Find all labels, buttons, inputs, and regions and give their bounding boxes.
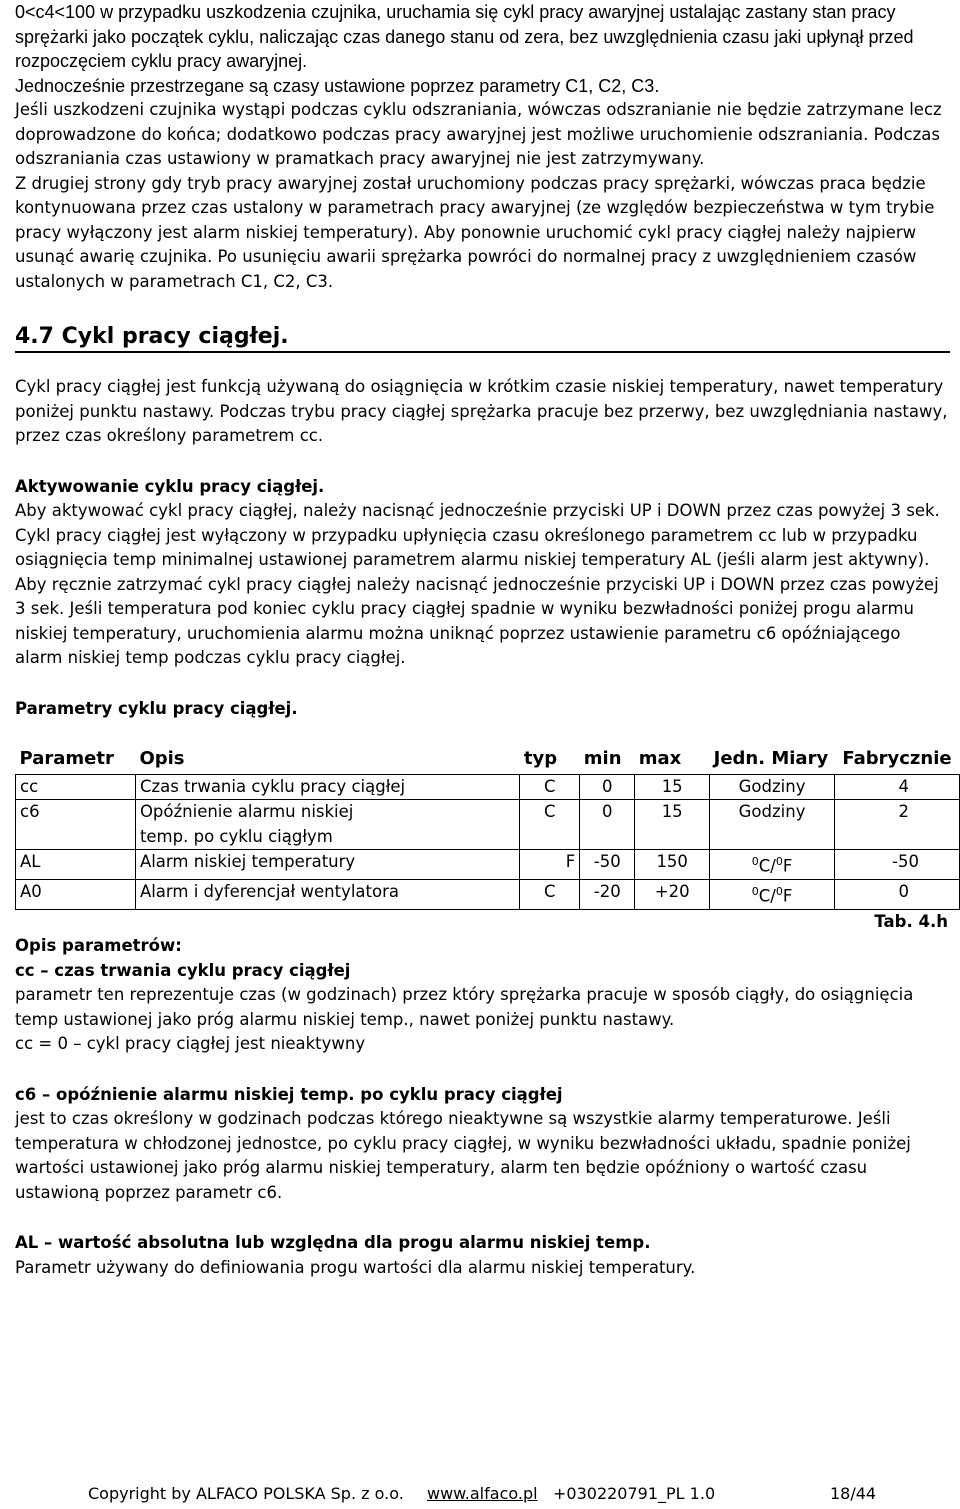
footer-website-link[interactable]: www.alfaco.pl [427,1484,538,1503]
unit-degree-sup: 0 [775,855,783,868]
descriptions-heading: Opis parametrów: [15,936,182,955]
table-row [16,800,960,850]
cell-min: 0 [580,800,635,850]
c6-title: c6 – opóźnienie alarmu niskiej temp. po cyklu pracy ciągłej [15,1084,563,1104]
cc-title: cc – czas trwania cyklu pracy ciągłej [15,960,351,980]
cell-max: 150 [635,850,710,880]
table-row [16,880,960,910]
cell-param: c6 [16,800,136,850]
intro-paragraph-4: Z drugiej strony gdy tryb pracy awaryjnej został uruchomiony podczas pracy sprężarki, wówczas praca będzie kontynuowana przez czas ustalony w parametrach pracy awaryjnej (ze względów bezpieczeństwa w tym trybie pracy wyłączony jest alarm niskiej temperatury). Aby ponownie uruchomić cykl pracy ciągłej należy najpierw usunąć awarię czujnika. Po usunięciu awarii sprężarka powróci do normalnej pracy z uwzględnieniem czasów ustalonych w parametrach C1, C2, C3. [15,173,935,291]
unit-degree-sup: 0 [751,885,759,898]
cell-max: 15 [635,800,710,850]
cell-max: 15 [635,774,710,800]
footer-copyright: Copyright by ALFACO POLSKA Sp. z o.o. [88,1484,404,1503]
document-page [15,0,950,1280]
intro-paragraph-1: 0<c4<100 w przypadku uszkodzenia czujnika, uruchamia się cykl pracy awaryjnej ustalając zastany stan pracy sprężarki jako początek cyklu, naliczając czas danego stanu od zera, bez uwzględnienia czasu jaki upłynął przed rozpoczęciem cyklu pracy awaryjnej. [15,2,914,71]
table-row [16,850,960,880]
table-caption: Tab. 4.h [874,912,948,931]
header-min: min [583,748,622,769]
activation-paragraph-1: Aby aktywować cykl pracy ciągłej, należy nacisnąć jednocześnie przyciski UP i DOWN przez czas powyżej 3 sek. Cykl pracy ciągłej jest wyłączony w przypadku upłynięcia czasu określonego parametrem cc lub w przypadku osiągnięcia temp minimalnej ustawionej parametrem alarmu niskiej temperatury AL (jeśli alarm jest aktywny). [15,501,940,569]
header-desc: Opis [139,748,185,769]
c6-text: jest to czas określony w godzinach podczas którego nieaktywne są wszystkie alarmy temperaturowe. Jeśli temperatura w chłodzonej jednostce, po cyklu pracy ciągłej, w wyniku bezwładności układu, spadnie poniżej wartości ustawionej jako próg alarmu niskiej temperatury, alarm ten będzie opóźniony o wartość czasu ustawioną poprzez parametr c6. [15,1109,911,1202]
cell-unit [710,850,835,880]
cell-min: -20 [580,880,635,910]
cc-text: parametr ten reprezentuje czas (w godzinach) przez który sprężarka pracuje w sposób ciągły, do osiągnięcia temp ustawionej jako próg alarmu niskiej temp., nawet poniżej punktu nastawy. [15,985,914,1029]
unit-celsius: C/ [758,856,776,876]
al-title: AL – wartość absolutna lub względna dla progu alarmu niskiej temp. [15,1233,651,1252]
footer-doc-code: +030220791_PL 1.0 [553,1484,716,1503]
cell-default: 2 [834,800,959,850]
table-row [16,774,960,800]
section-description: Cykl pracy ciągłej jest funkcją używaną do osiągnięcia w krótkim czasie niskiej temperatury, nawet temperatury poniżej punktu nastawy. Podczas trybu pracy ciągłej sprężarka pracuje bez przerwy, bez uwzględniania nastawy, przez czas określony parametrem cc. [15,377,948,445]
cell-desc: Czas trwania cyklu pracy ciągłej [135,774,519,800]
unit-degree-sup: 0 [751,855,759,868]
unit-degree-sup: 0 [775,885,783,898]
unit-fahrenheit: F [782,886,793,906]
cell-type: C [520,880,580,910]
header-type: typ [523,748,558,769]
cell-type: C [520,774,580,800]
cell-max: +20 [635,880,710,910]
unit-celsius: C/ [758,886,776,906]
cell-param: AL [16,850,136,880]
cell-min: -50 [580,850,635,880]
cell-desc: Opóźnienie alarmu niskiej temp. po cyklu ciągłym [135,800,519,850]
cell-unit [710,880,835,910]
cell-desc: Alarm i dyferencjał wentylatora [135,880,519,910]
cell-desc: Alarm niskiej temperatury [135,850,519,880]
params-heading: Parametry cyklu pracy ciągłej. [15,698,298,718]
header-param: Parametr [19,748,114,769]
cell-type: F [520,850,580,880]
header-max: max [638,748,682,769]
cell-param: cc [16,774,136,800]
section-heading: 4.7 Cykl pracy ciągłej. [15,324,950,353]
cc-note: cc = 0 – cykl pracy ciągłej jest nieaktywny [15,1034,366,1053]
header-unit: Jedn. Miary [713,748,829,769]
cell-unit: Godziny [710,800,835,850]
parameters-table [15,747,960,910]
intro-paragraph-2: Jednocześnie przestrzegane są czasy ustawione poprzez parametry C1, C2, C3. [15,75,660,96]
footer-page-number: 18/44 [830,1484,877,1503]
cell-default: -50 [834,850,959,880]
cell-default: 4 [834,774,959,800]
cell-unit: Godziny [710,774,835,800]
cell-param: A0 [16,880,136,910]
cell-min: 0 [580,774,635,800]
al-text: Parametr używany do definiowania progu wartości dla alarmu niskiej temperatury. [15,1257,696,1277]
activation-paragraph-2: Aby ręcznie zatrzymać cykl pracy ciągłej należy nacisnąć jednocześnie przyciski UP i DOWN przez czas powyżej 3 sek. Jeśli temperatura pod koniec cyklu pracy ciągłej spadnie w wyniku bezwładności poniżej progu alarmu niskiej temperatury, uruchomienia alarmu można uniknąć poprzez ustawienie parametru c6 opóźniającego alarm niskiej temp podczas cyklu pracy ciągłej. [15,574,939,667]
cell-type: C [520,800,580,850]
intro-paragraph-3: Jeśli uszkodzeni czujnika wystąpi podczas cyklu odszraniania, wówczas odszranianie nie będzie zatrzymane lecz doprowadzone do końca; dodatkowo podczas pracy awaryjnej jest możliwe uruchomienie odszraniania. Podczas odszraniania czas ustawiony w pramatkach pracy awaryjnej nie jest zatrzymywany. [15,100,942,168]
unit-fahrenheit: F [782,856,793,876]
activation-heading: Aktywowanie cyklu pracy ciągłej. [15,476,325,496]
header-default: Fabrycznie [842,748,952,769]
cell-default: 0 [834,880,959,910]
